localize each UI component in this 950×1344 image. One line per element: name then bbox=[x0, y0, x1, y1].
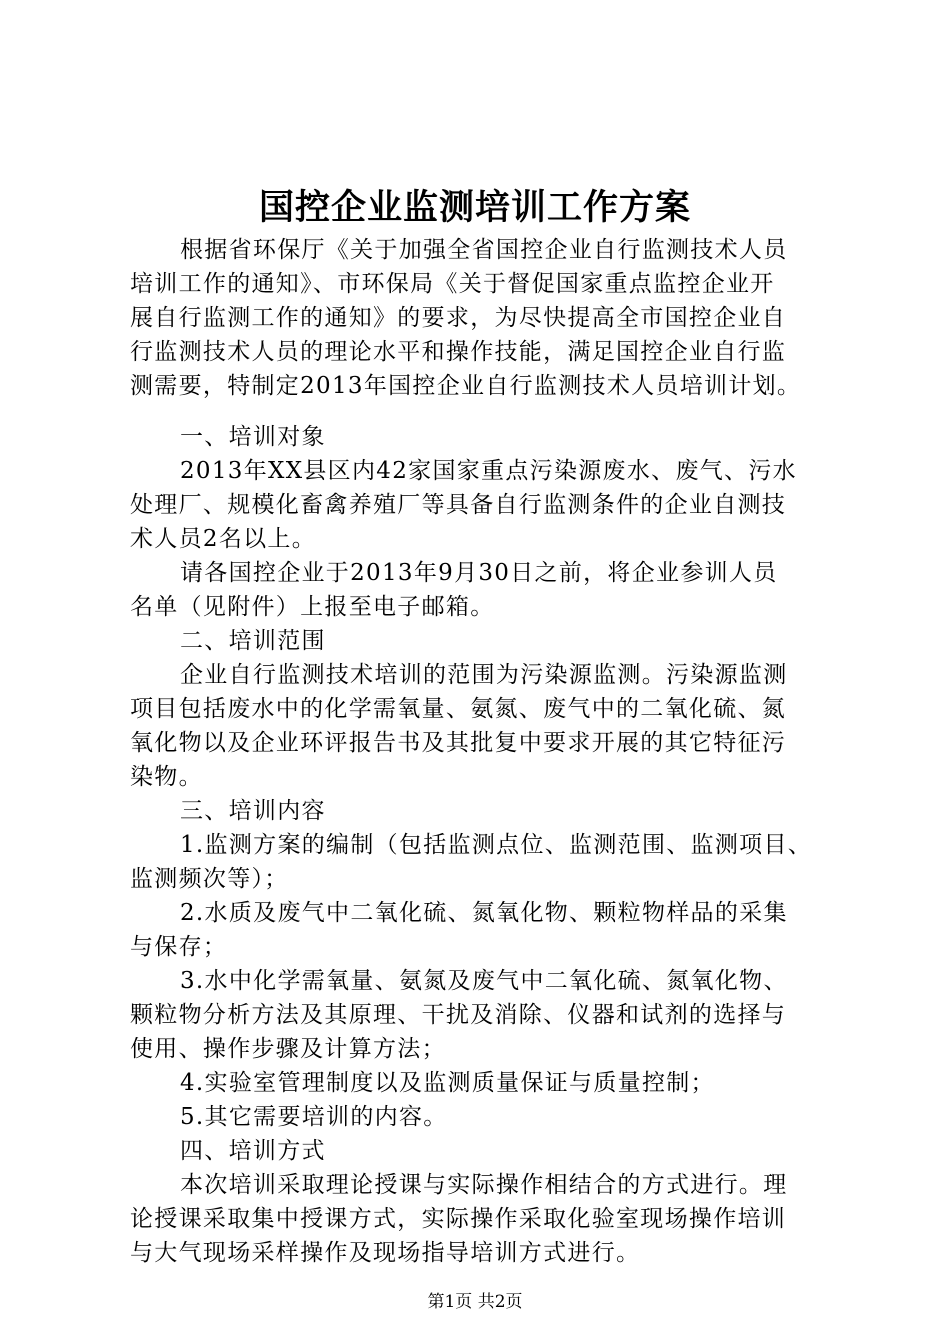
body-line: 氧化物以及企业环评报告书及其批复中要求开展的其它特征污 bbox=[130, 730, 787, 756]
body-line: 测需要，特制定2013年国控企业自行监测技术人员培训计划。 bbox=[130, 373, 802, 399]
body-line: 根据省环保厅《关于加强全省国控企业自行监测技术人员 bbox=[180, 237, 788, 263]
body-line: 2013年XX县区内42家国家重点污染源废水、废气、污水 bbox=[180, 458, 797, 484]
body-line: 培训工作的通知》、市环保局《关于督促国家重点监控企业开 bbox=[130, 271, 775, 297]
body-line: 与大气现场采样操作及现场指导培训方式进行。 bbox=[130, 1240, 641, 1266]
section-heading: 三、培训内容 bbox=[180, 798, 326, 824]
body-line: 术人员2名以上。 bbox=[130, 526, 317, 552]
section-heading: 二、培训范围 bbox=[180, 628, 326, 654]
body-line: 请各国控企业于2013年9月30日之前，将企业参训人员 bbox=[180, 560, 778, 586]
list-item-continuation: 与保存； bbox=[130, 934, 228, 960]
body-line: 本次培训采取理论授课与实际操作相结合的方式进行。理 bbox=[180, 1172, 788, 1198]
list-item: 2.水质及废气中二氧化硫、氮氧化物、颗粒物样品的采集 bbox=[180, 900, 788, 926]
list-item: 1.监测方案的编制（包括监测点位、监测范围、监测项目、 bbox=[180, 832, 813, 858]
body-line: 染物。 bbox=[130, 764, 203, 790]
list-item: 5.其它需要培训的内容。 bbox=[180, 1104, 448, 1130]
list-item: 3.水中化学需氧量、氨氮及废气中二氧化硫、氮氧化物、 bbox=[180, 968, 788, 994]
list-item-continuation: 颗粒物分析方法及其原理、干扰及消除、仪器和试剂的选择与 bbox=[130, 1002, 787, 1028]
page-footer: 第1页 共2页 bbox=[427, 1292, 523, 1312]
body-line: 名单（见附件）上报至电子邮箱。 bbox=[130, 594, 495, 620]
body-line: 企业自行监测技术培训的范围为污染源监测。污染源监测 bbox=[180, 662, 788, 688]
body-line: 论授课采取集中授课方式，实际操作采取化验室现场操作培训 bbox=[130, 1206, 787, 1232]
section-heading: 四、培训方式 bbox=[180, 1138, 326, 1164]
body-line: 行监测技术人员的理论水平和操作技能，满足国控企业自行监 bbox=[130, 339, 787, 365]
list-item-continuation: 监测频次等）； bbox=[130, 866, 289, 892]
list-item: 4.实验室管理制度以及监测质量保证与质量控制； bbox=[180, 1070, 715, 1096]
body-line: 展自行监测工作的通知》的要求，为尽快提高全市国控企业自 bbox=[130, 305, 787, 331]
document-title: 国控企业监测培训工作方案 bbox=[258, 187, 691, 228]
list-item-continuation: 使用、操作步骤及计算方法； bbox=[130, 1036, 446, 1062]
body-line: 处理厂、规模化畜禽养殖厂等具备自行监测条件的企业自测技 bbox=[130, 492, 787, 518]
section-heading: 一、培训对象 bbox=[180, 424, 326, 450]
body-line: 项目包括废水中的化学需氧量、氨氮、废气中的二氧化硫、氮 bbox=[130, 696, 787, 722]
